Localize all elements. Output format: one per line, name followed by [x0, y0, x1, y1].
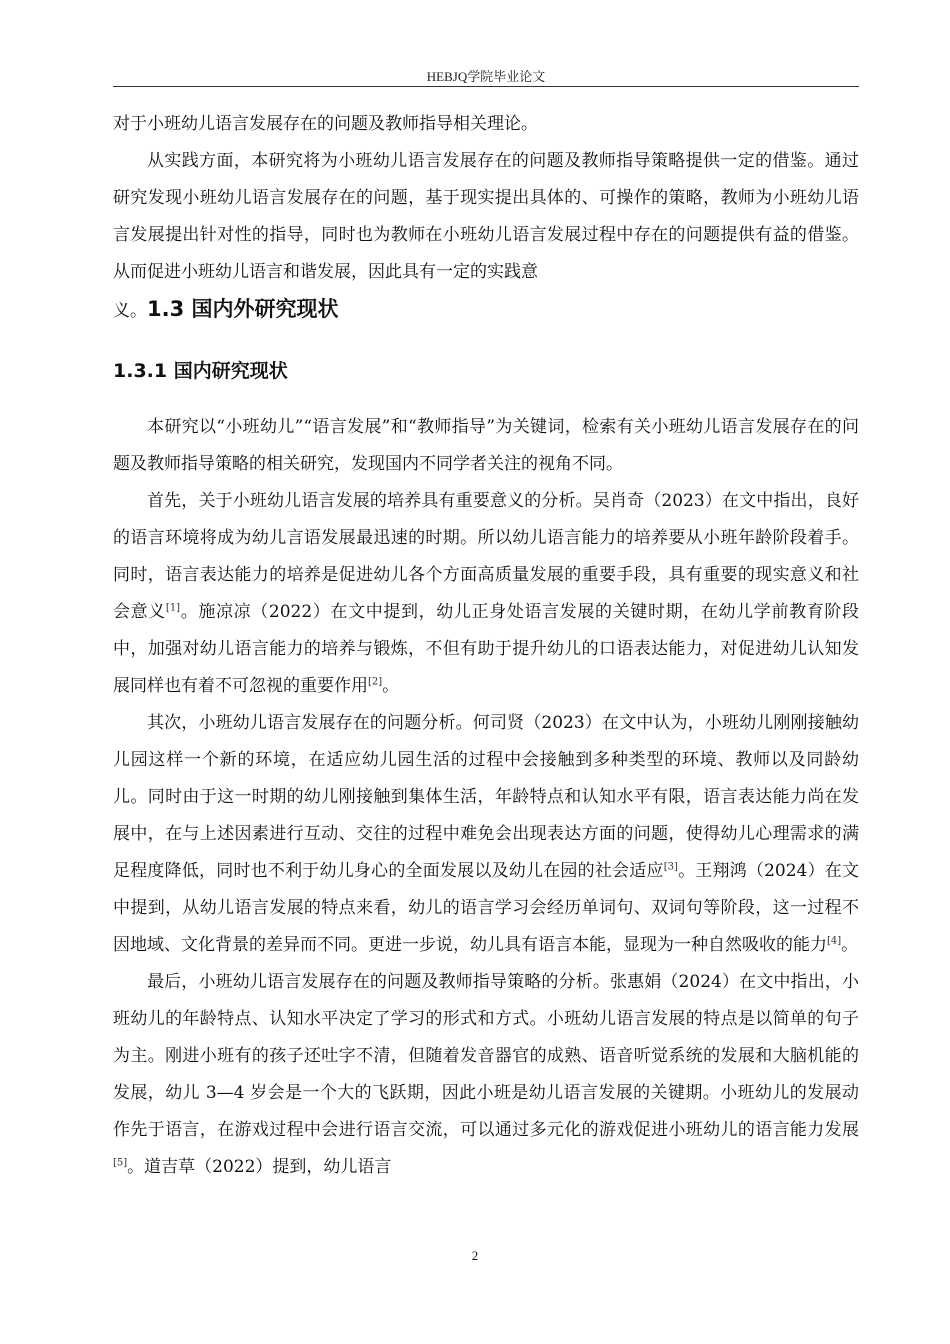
- section-heading-1-3-1: 1.3.1 国内研究现状: [113, 360, 288, 382]
- page-number: 2: [471, 1248, 479, 1263]
- header-divider: [113, 86, 859, 87]
- page-header: HEBJQ学院毕业论文: [426, 69, 546, 84]
- paragraph-keywords: 本研究以“小班幼儿”“语言发展”和“教师指导”为关键词，检索有关小班幼儿语言发展存在的问题及教师指导策略的相关研究，发现国内不同学者关注的视角不同。: [113, 417, 859, 474]
- paragraph-practical-significance: 从实践方面，本研究将为小班幼儿语言发展存在的问题及教师指导策略提供一定的借鉴。通过研究发现小班幼儿语言发展存在的问题，基于现实提出具体的、可操作的策略，教师为小班幼儿语言发展提出针对性的指导，同时也为教师在小班幼儿语言发展过程中存在的问题提供有益的借鉴。从而促进小班幼儿语言和谐发展，因此具有一定的实践意: [113, 151, 859, 282]
- paragraph-text: 。施凉凉（2022）在文中提到，幼儿正身处语言发展的关键时期，在幼儿学前教育阶段中，加强对幼儿语言能力的培养与锻炼，不但有助于提升幼儿的口语表达能力，对促进幼儿认知发展同样也有着不可忽视的重要作用: [113, 602, 860, 696]
- paragraph-text: 。王翔鸿（2024）在文中提到，从幼儿语言发展的特点来看，幼儿的语言学习会经历单词句、双词句等阶段，这一过程不因地域、文化背景的差异而不同。更进一步说，幼儿具有语言本能，显现为一种自然吸收的能力: [113, 861, 860, 955]
- citation-4: [4]: [827, 935, 842, 947]
- section-heading-line: [113, 291, 859, 330]
- paragraph-text: 首先，关于小班幼儿语言发展的培养具有重要意义的分析。吴肖奇（2023）在文中指出，良好的语言环境将成为幼儿言语发展最迅速的时期。所以幼儿语言能力的培养要从小班年龄阶段着手。同时，语言表达能力的培养是促进幼儿各个方面高质量发展的重要手段，具有重要的现实意义和社会意义: [113, 491, 859, 622]
- citation-1: [1]: [165, 602, 181, 614]
- section-heading-1-3: 1.3 国内外研究现状: [147, 297, 339, 321]
- citation-2: [2]: [368, 676, 383, 688]
- paragraph-first: [113, 483, 859, 705]
- paragraph-text: 。: [382, 676, 400, 696]
- paragraph-tail: 义。: [113, 301, 147, 321]
- paragraph-last: [113, 964, 859, 1186]
- body-text: [113, 106, 859, 1186]
- paragraph-continuation: 对于小班幼儿语言发展存在的问题及教师指导相关理论。: [113, 114, 538, 134]
- citation-5: [5]: [113, 1157, 128, 1169]
- citation-3: [3]: [663, 861, 678, 873]
- paragraph-text: 其次，小班幼儿语言发展存在的问题分析。何司贤（2023）在文中认为，小班幼儿刚刚接触幼儿园这样一个新的环境，在适应幼儿园生活的过程中会接触到多种类型的环境、教师以及同龄幼儿。同时由于这一时期的幼儿刚接触到集体生活，年龄特点和认知水平有限，语言表达能力尚在发展中，在与上述因素进行互动、交往的过程中难免会出现表达方面的问题，使得幼儿心理需求的满足程度降低，同时也不利于幼儿身心的全面发展以及幼儿在园的社会适应: [113, 713, 859, 881]
- paragraph-second: [113, 705, 859, 964]
- paragraph-text: 。: [841, 935, 859, 955]
- paragraph-text: 。道吉草（2022）提到，幼儿语言: [127, 1157, 392, 1177]
- paragraph-text: 最后，小班幼儿语言发展存在的问题及教师指导策略的分析。张惠娟（2024）在文中指出，小班幼儿的年龄特点、认知水平决定了学习的形式和方式。小班幼儿语言发展的特点是以简单的句子为主。刚进小班有的孩子还吐字不清，但随着发音器官的成熟、语音听觉系统的发展和大脑机能的发展，幼儿 3—4 岁会是一个大的飞跃期，因此小班是幼儿语言发展的关键期。小班幼儿的发展动作先于语言，在游戏过程中会进行语言交流，可以通过多元化的游戏促进小班幼儿的语言能力发展: [113, 972, 859, 1140]
